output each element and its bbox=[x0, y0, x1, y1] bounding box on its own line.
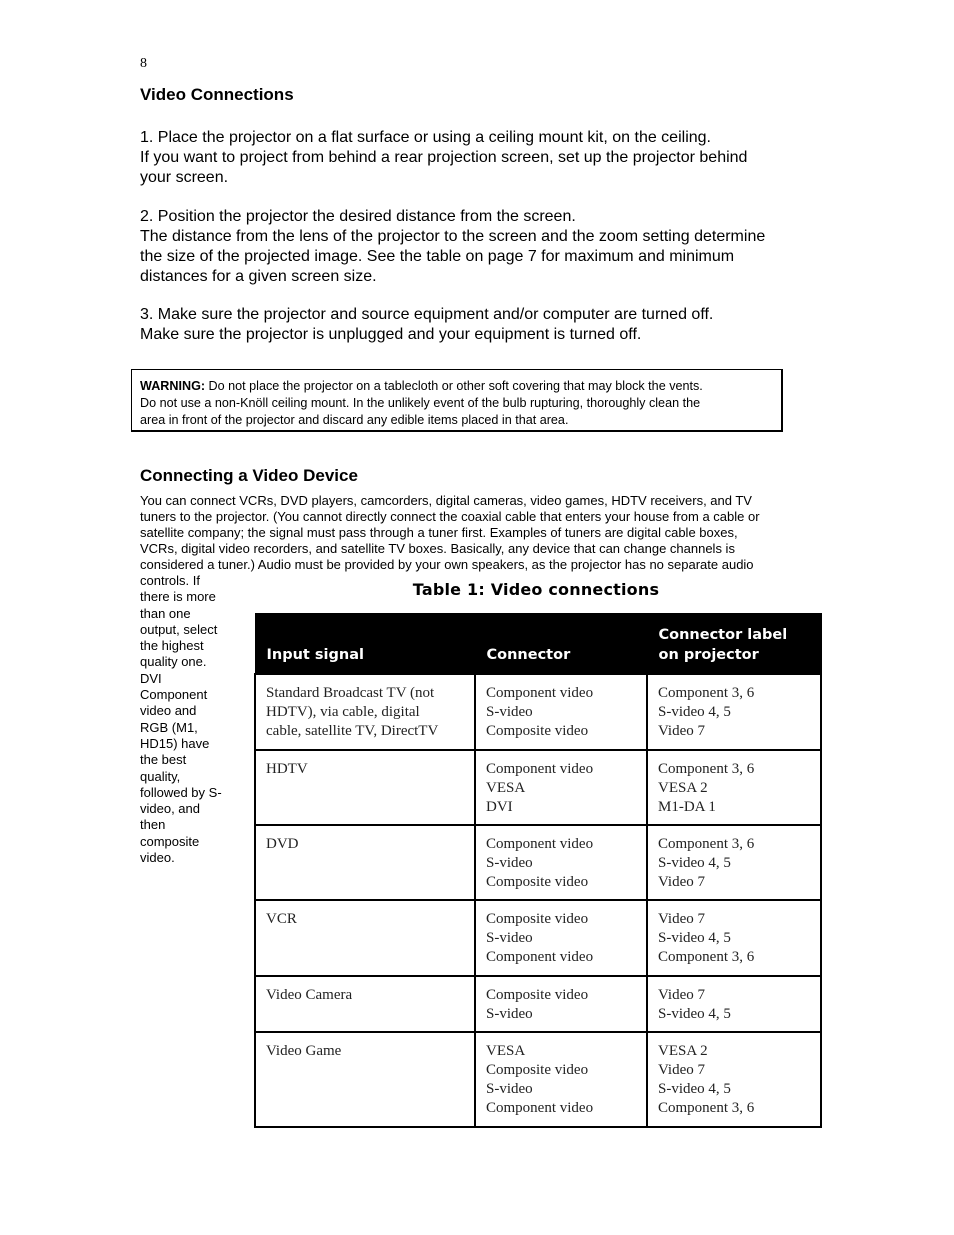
cell-connector-line: Component video bbox=[486, 1099, 594, 1116]
intro-line: tuners to the projector. (You cannot directly connect the coaxial cable that enters your house from a cable or bbox=[140, 509, 760, 524]
cell-connector-label-line: Video 7 bbox=[658, 910, 706, 927]
cell-input-signal-line: cable, satellite TV, DirectTV bbox=[266, 722, 439, 739]
warning-text: Do not place the projector on a tablecloth or other soft covering that may block the vents. bbox=[205, 379, 703, 393]
side-note-line: followed by S- bbox=[140, 784, 222, 800]
cell-connector-label bbox=[647, 825, 821, 900]
cell-input-signal bbox=[255, 1032, 475, 1127]
table-caption: Table 1: Video connections bbox=[412, 580, 660, 599]
cell-connector-line: Component video bbox=[486, 760, 594, 777]
intro-line: VCRs, digital video recorders, and satellite TV boxes. Basically, any device that can change channels is bbox=[140, 541, 735, 556]
table-row bbox=[255, 1032, 821, 1127]
cell-connector-line: Composite video bbox=[486, 986, 589, 1003]
cell-connector-label-line: Component 3, 6 bbox=[658, 835, 755, 852]
cell-connector-line: Composite video bbox=[486, 1061, 589, 1078]
cell-connector-label-line: Component 3, 6 bbox=[658, 1099, 755, 1116]
cell-input-signal-line: Video Game bbox=[266, 1042, 342, 1059]
header-connector: Connector bbox=[475, 614, 647, 674]
cell-input-signal-line: HDTV), via cable, digital bbox=[266, 703, 420, 720]
side-note-line: RGB (M1, bbox=[140, 719, 198, 735]
cell-connector-line: S-video bbox=[486, 854, 533, 871]
cell-connector-line: S-video bbox=[486, 703, 533, 720]
cell-connector-label-line: S-video 4, 5 bbox=[658, 1080, 731, 1097]
side-note-line: than one bbox=[140, 605, 191, 621]
page-number: 8 bbox=[140, 56, 147, 71]
cell-connector-label-line: M1-DA 1 bbox=[658, 798, 716, 815]
step-2-paragraph bbox=[140, 207, 830, 287]
cell-connector bbox=[475, 976, 647, 1032]
cell-input-signal-line: Standard Broadcast TV (not bbox=[266, 684, 435, 701]
cell-connector-label bbox=[647, 750, 821, 825]
cell-connector-line: DVI bbox=[486, 798, 513, 815]
cell-connector-line: S-video bbox=[486, 929, 533, 946]
cell-connector-line: S-video bbox=[486, 1080, 533, 1097]
cell-input-signal-line: Video Camera bbox=[266, 986, 353, 1003]
cell-connector-label bbox=[647, 1032, 821, 1127]
side-note-line: controls. If bbox=[140, 573, 200, 588]
cell-input-signal bbox=[255, 976, 475, 1032]
step-1-line: If you want to project from behind a rear projection screen, set up the projector behind bbox=[140, 149, 748, 166]
cell-connector-label-line: VESA 2 bbox=[658, 1042, 708, 1059]
step-1-paragraph bbox=[140, 128, 830, 188]
header-input-signal: Input signal bbox=[255, 614, 475, 674]
cell-connector-line: Composite video bbox=[486, 873, 589, 890]
cell-connector-label-line: S-video 4, 5 bbox=[658, 854, 731, 871]
table-row bbox=[255, 750, 821, 825]
cell-input-signal bbox=[255, 674, 475, 750]
warning-box bbox=[131, 369, 783, 432]
cell-connector-line: Component video bbox=[486, 684, 594, 701]
cell-connector bbox=[475, 750, 647, 825]
cell-connector-label-line: S-video 4, 5 bbox=[658, 703, 731, 720]
cell-input-signal-line: DVD bbox=[266, 835, 299, 852]
section-title-connecting-video-device: Connecting a Video Device bbox=[140, 466, 358, 485]
cell-connector bbox=[475, 674, 647, 750]
cell-connector-label-line: Component 3, 6 bbox=[658, 760, 755, 777]
step-3-paragraph bbox=[140, 305, 830, 345]
side-note-paragraph bbox=[140, 573, 235, 866]
warning-line: Do not use a non-Knöll ceiling mount. In the unlikely event of the bulb rupturing, thoroughly clean the bbox=[140, 396, 701, 410]
side-note-line: quality one. bbox=[140, 654, 207, 670]
cell-input-signal bbox=[255, 750, 475, 825]
cell-input-signal bbox=[255, 900, 475, 976]
video-connections-table bbox=[254, 613, 822, 1128]
cell-connector-line: Composite video bbox=[486, 910, 589, 927]
cell-input-signal bbox=[255, 825, 475, 900]
cell-connector bbox=[475, 1032, 647, 1127]
cell-connector-label-line: Video 7 bbox=[658, 1061, 706, 1078]
section-title-video-connections: Video Connections bbox=[140, 85, 294, 104]
cell-connector-label-line: S-video 4, 5 bbox=[658, 929, 731, 946]
cell-connector-label-line: Component 3, 6 bbox=[658, 948, 755, 965]
step-1-line: your screen. bbox=[140, 169, 229, 186]
step-2-line: The distance from the lens of the projector to the screen and the zoom setting determine bbox=[140, 228, 766, 245]
cell-connector-label bbox=[647, 976, 821, 1032]
cell-connector-label bbox=[647, 900, 821, 976]
cell-connector-line: Component video bbox=[486, 948, 594, 965]
side-note-line: DVI bbox=[140, 670, 162, 686]
step-2-line: the size of the projected image. See the table on page 7 for maximum and minimum bbox=[140, 248, 735, 265]
cell-connector bbox=[475, 825, 647, 900]
intro-line: satellite company; the signal must pass through a tuner first. Examples of tuners are digital cable boxes, bbox=[140, 525, 738, 540]
cell-input-signal-line: VCR bbox=[266, 910, 297, 927]
side-note-line: the best bbox=[140, 752, 187, 768]
warning-line: area in front of the projector and discard any edible items placed in that area. bbox=[140, 413, 569, 427]
side-note-line: composite bbox=[140, 833, 200, 849]
cell-connector-label-line: Video 7 bbox=[658, 986, 706, 1003]
cell-input-signal-line: HDTV bbox=[266, 760, 308, 777]
cell-connector-line: Composite video bbox=[486, 722, 589, 739]
warning-line bbox=[140, 378, 777, 395]
side-note-line: video, and bbox=[140, 801, 200, 817]
table-row bbox=[255, 825, 821, 900]
side-note-line: quality, bbox=[140, 768, 181, 784]
cell-connector-label-line: VESA 2 bbox=[658, 779, 708, 796]
side-note-line: there is more bbox=[140, 589, 216, 605]
cell-connector-line: VESA bbox=[486, 779, 526, 796]
header-connector-label: Connector label on projector bbox=[647, 614, 821, 674]
cell-connector-label-line: Component 3, 6 bbox=[658, 684, 755, 701]
step-2-line: distances for a given screen size. bbox=[140, 268, 377, 285]
intro-paragraph bbox=[140, 493, 820, 573]
cell-connector-label bbox=[647, 674, 821, 750]
step-1-line: 1. Place the projector on a flat surface or using a ceiling mount kit, on the ceiling. bbox=[140, 129, 711, 146]
table-row bbox=[255, 900, 821, 976]
table-row bbox=[255, 674, 821, 750]
side-note-line: Component bbox=[140, 687, 208, 703]
intro-line: considered a tuner.) Audio must be provided by your own speakers, as the projector has no separate audio bbox=[140, 557, 754, 572]
table-body bbox=[255, 674, 821, 1127]
cell-connector-label-line: S-video 4, 5 bbox=[658, 1005, 731, 1022]
cell-connector-line: S-video bbox=[486, 1005, 533, 1022]
step-3-line: Make sure the projector is unplugged and your equipment is turned off. bbox=[140, 326, 642, 343]
table-header-row bbox=[255, 614, 821, 674]
cell-connector bbox=[475, 900, 647, 976]
warning-label: WARNING: bbox=[140, 379, 206, 393]
side-note-line: video. bbox=[140, 850, 175, 866]
side-note-line: then bbox=[140, 817, 166, 833]
intro-line: You can connect VCRs, DVD players, camcorders, digital cameras, video games, HDTV receivers, and TV bbox=[140, 493, 752, 508]
side-note-line: output, select bbox=[140, 621, 218, 637]
side-note-line: the highest bbox=[140, 638, 204, 654]
cell-connector-line: Component video bbox=[486, 835, 594, 852]
step-3-line: 3. Make sure the projector and source equipment and/or computer are turned off. bbox=[140, 306, 714, 323]
step-2-line: 2. Position the projector the desired distance from the screen. bbox=[140, 208, 576, 225]
cell-connector-label-line: Video 7 bbox=[658, 873, 706, 890]
cell-connector-line: VESA bbox=[486, 1042, 526, 1059]
table-row bbox=[255, 976, 821, 1032]
side-note-line: HD15) have bbox=[140, 735, 210, 751]
side-note-line: video and bbox=[140, 703, 197, 719]
cell-connector-label-line: Video 7 bbox=[658, 722, 706, 739]
